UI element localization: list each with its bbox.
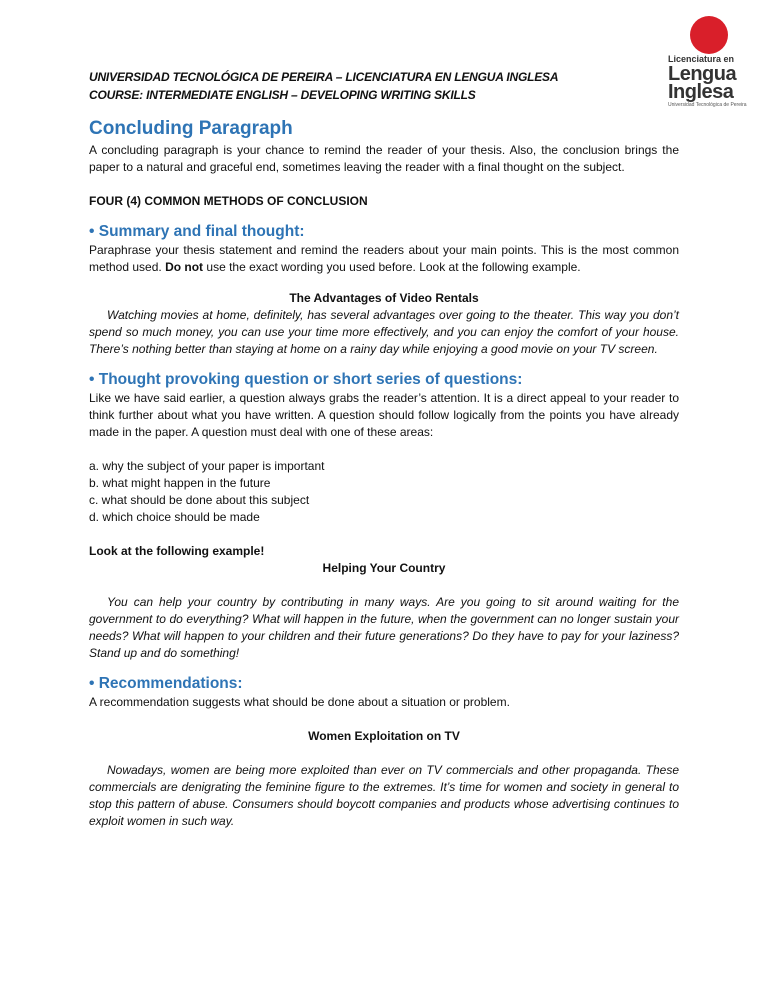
- document-content: [89, 68, 679, 830]
- section-heading-summary: • Summary and final thought:: [89, 223, 305, 240]
- section-heading-questions: • Thought provoking question or short series of questions:: [89, 371, 523, 388]
- logo-line-2: Inglesa: [668, 81, 734, 103]
- header-university: UNIVERSIDAD TECNOLÓGICA DE PEREIRA – LICENCIATURA EN LENGUA INGLESA: [89, 70, 559, 84]
- page-title: Concluding Paragraph: [89, 118, 293, 139]
- list-item: a. why the subject of your paper is important: [89, 459, 325, 473]
- list-item: d. which choice should be made: [89, 510, 260, 524]
- list-item: b. what might happen in the future: [89, 476, 271, 490]
- methods-heading: FOUR (4) COMMON METHODS OF CONCLUSION: [89, 194, 368, 208]
- logo-small-text: Licenciatura en: [668, 54, 735, 64]
- example-title-helping-country: Helping Your Country: [322, 561, 446, 575]
- example-title-women-exploitation: Women Exploitation on TV: [308, 729, 460, 743]
- example-text-helping-country: You can help your country by contributing in many ways. Are you going to sit around waiting for the government to do everything? What will happen in the future, when the government can no longer sustain your needs? What will happen to your children and their future generations? Do they have to pay for your laziness? Stand up and do something!: [89, 595, 679, 660]
- example-text-video-rentals: Watching movies at home, definitely, has several advantages over going to the theater. This way you don’t spend so much money, you can use your time more effectively, and you can enjoy the comfort of your house. There’s nothing better than staying at home on a rainy day while enjoying a good movie on your TV screen.: [89, 308, 679, 356]
- emphasis-do-not: Do not: [165, 260, 204, 274]
- areas-list: [89, 458, 679, 526]
- recommendations-paragraph: A recommendation suggests what should be done about a situation or problem.: [89, 695, 510, 709]
- questions-paragraph: Like we have said earlier, a question always grabs the reader’s attention. It is a direct appeal to your reader to think further about what you have written. A question should follow logically from the points you have already made in the paper. A question must deal with one of these areas:: [89, 391, 679, 439]
- logo-line-1: Lengua: [668, 63, 737, 85]
- section-heading-recommendations: • Recommendations:: [89, 675, 243, 692]
- logo-tiny-text: Universidad Tecnológica de Pereira: [668, 102, 747, 108]
- example-title-video-rentals: The Advantages of Video Rentals: [289, 291, 479, 305]
- header-course: COURSE: INTERMEDIATE ENGLISH – DEVELOPING WRITING SKILLS: [89, 88, 476, 102]
- logo-red-circle: [690, 16, 728, 54]
- list-item: c. what should be done about this subject: [89, 493, 310, 507]
- example-text-women-exploitation: Nowadays, women are being more exploited than ever on TV commercials and other propaganda. These commercials are denigrating the feminine figure to the extremes. It’s time for women and society in general to stop this pattern of abuse. Consumers should boycott companies and products whose advertising continues to exploit women in such way.: [89, 763, 679, 828]
- intro-paragraph: A concluding paragraph is your chance to remind the reader of your thesis. Also, the conclusion brings the paper to a natural and graceful end, sometimes leaving the reader with a final thought on the subject.: [89, 143, 679, 174]
- summary-paragraph: Paraphrase your thesis statement and remind the readers about your main points. This is the most common method used. Do not use the exact wording you used before. Look at the following example.: [89, 243, 679, 274]
- look-example-label: Look at the following example!: [89, 544, 265, 558]
